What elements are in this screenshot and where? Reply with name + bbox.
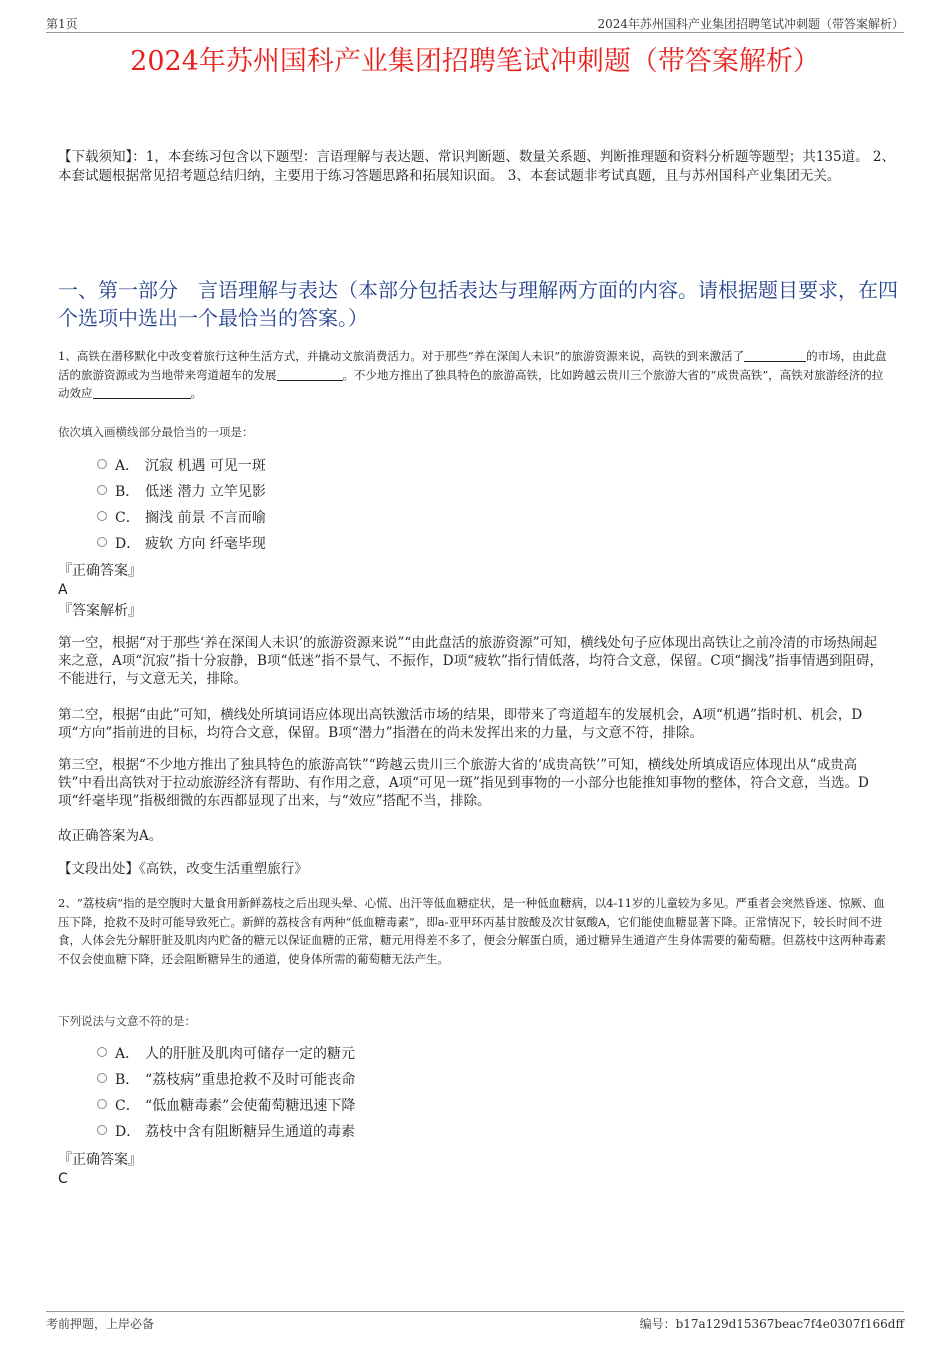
analysis-paragraph: 第二空，根据“由此”可知，横线处所填词语应体现出高铁激活市场的结果，即带来了弯道超车的发展机会，A项“机遇”指时机、机会，D项“方向”指前进的目标，均符合文意，保留。B项“潜力”指潜在的尚未发挥出来的力量，与文意不符，排除。 [58,707,863,741]
page-header [46,14,904,33]
question-1-option-b[interactable]: B． 低迷 潜力 立竿见影 [97,482,266,502]
footer-slogan: 考前押题，上岸必备 [46,1317,155,1331]
answer-blank-2 [277,368,343,381]
radio-icon[interactable] [97,1073,107,1083]
header-doc-title: 2024年苏州国科产业集团招聘笔试冲刺题（带答案解析） [597,17,904,31]
question-1-stem: 1、高铁在潜移默化中改变着旅行这种生活方式，并撬动文旅消费活力。对于那些“养在深闺人未识”的旅游资源来说，高铁的到来激活了 的市场，由此盘活的旅游资源或为当地带来弯道超车的发展 。不少地方推出了独具特色的旅游高铁，比如跨越云贵川三个旅游大省的“成贵高铁”，高铁对旅游经济的拉动效应 。 [58,349,887,400]
question-2-option-c[interactable]: C． “低血糖毒素”会使葡萄糖迅速下降 [97,1096,355,1116]
question-2-answer-label: 『正确答案』 [58,1152,142,1168]
page-title: 2024年苏州国科产业集团招聘笔试冲刺题（带答案解析） [130,46,820,77]
download-notice: 【下载须知】：1，本套练习包含以下题型：言语理解与表达题、常识判断题、数量关系题、判断推理题和资料分析题等题型；共135道。 2、本套试题根据常见招考题总结归纳，主要用于练习答题思路和拓展知识面。 3、本套试题非考试真题，且与苏州国科产业集团无关。 [58,149,895,184]
page-footer [46,1311,904,1332]
radio-icon[interactable] [97,1099,107,1109]
page-number: 第1页 [46,17,78,31]
question-2-option-b[interactable]: B． “荔枝病”重患抢救不及时可能丧命 [97,1070,355,1090]
radio-icon[interactable] [97,485,107,495]
question-1-lead: 依次填入画横线部分最恰当的一项是： [58,425,254,439]
answer-blank-1 [744,349,806,362]
question-2-answer: C [58,1171,68,1187]
question-1-option-d[interactable]: D． 疲软 方向 纤毫毕现 [97,534,266,554]
question-1-answer: A [58,582,68,598]
question-2-lead: 下列说法与文意不符的是： [58,1014,196,1028]
answer-blank-3 [93,386,191,399]
radio-icon[interactable] [97,459,107,469]
question-1-option-c[interactable]: C． 搁浅 前景 不言而喻 [97,508,266,528]
analysis-conclusion: 故正确答案为A。 [58,828,163,844]
question-1-analysis-label: 『答案解析』 [58,603,142,619]
analysis-paragraph: 第三空，根据“不少地方推出了独具特色的旅游高铁”“跨越云贵川三个旅游大省的‘成贵高铁’”可知，横线处所填成语应体现出从“成贵高铁”中看出高铁对于拉动旅游经济有帮助、有作用之意，A项“可见一斑”指见到事物的一小部分也能推知事物的整体，符合文意，当选。D项“纤毫毕现”指极细微的东西都显现了出来，与“效应”搭配不当，排除。 [58,757,869,809]
question-1-answer-label: 『正确答案』 [58,563,142,579]
radio-icon[interactable] [97,1125,107,1135]
footer-serial: 编号：b17a129d15367beac7f4e0307f166dff [639,1317,904,1331]
radio-icon[interactable] [97,511,107,521]
section-title: 一、第一部分 言语理解与表达（本部分包括表达与理解两方面的内容。请根据题目要求，在四个选项中选出一个最恰当的答案。） [58,278,898,330]
analysis-paragraph: 第一空，根据“对于那些‘养在深闺人未识’的旅游资源来说”“由此盘活的旅游资源”可知，横线处句子应体现出高铁让之前冷清的市场热闹起来之意，A项“沉寂”指十分寂静，B项“低迷”指不景气、不振作，D项“疲软”指行情低落，均符合文意，保留。C项“搁浅”指事情遇到阻碍，不能进行，与文意无关，排除。 [58,635,884,687]
radio-icon[interactable] [97,1047,107,1057]
question-1-source: 【文段出处】《高铁，改变生活重塑旅行》 [58,861,308,877]
question-2-option-d[interactable]: D． 荔枝中含有阻断糖异生通道的毒素 [97,1122,355,1142]
radio-icon[interactable] [97,537,107,547]
question-2-stem: 2、“荔枝病”指的是空腹时大量食用新鲜荔枝之后出现头晕、心慌、出汗等低血糖症状，是一种低血糖病，以4-11岁的儿童较为多见。严重者会突然昏迷、惊厥、血压下降，抢救不及时可能导致死亡。新鲜的荔枝含有两种“低血糖毒素”，即a-亚甲环丙基甘胺酸及次甘氨酸A，它们能使血糖显著下降。正常情况下，较长时间不进食，人体会先分解肝脏及肌肉内贮备的糖元以保证血糖的正常，糖元用得差不多了，便会分解蛋白质，通过糖异生通道产生身体需要的葡萄糖。但荔枝中这两种毒素不仅会使血糖下降，还会阻断糖异生的通道，使身体所需的葡萄糖无法产生。 [58,896,886,966]
question-2-option-a[interactable]: A． 人的肝脏及肌肉可储存一定的糖元 [97,1044,355,1064]
question-1-option-a[interactable]: A． 沉寂 机遇 可见一斑 [97,456,266,476]
